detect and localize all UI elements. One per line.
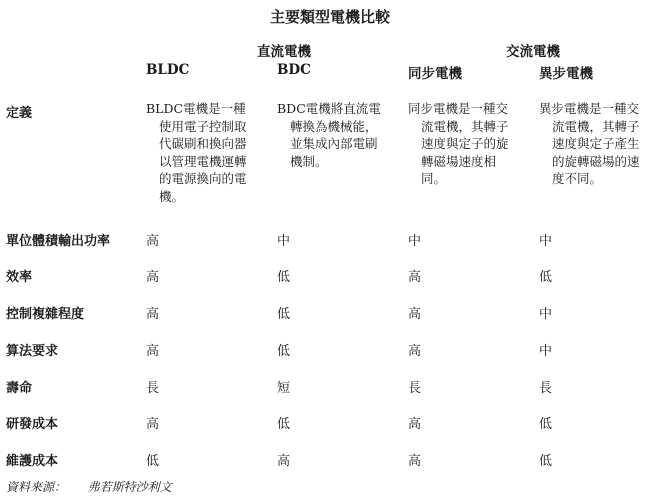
row-label: 維護成本	[6, 454, 59, 469]
table-cell: 高	[146, 307, 160, 322]
table-cell: 長	[408, 381, 422, 396]
table-cell: 高	[146, 344, 160, 359]
table-cell: 中	[408, 234, 422, 249]
row-label: 控制複雜程度	[6, 307, 85, 322]
table-cell: 短	[277, 381, 291, 396]
row-label: 研發成本	[6, 417, 59, 432]
table-cell: 中	[277, 234, 291, 249]
definition-line: 使用電子控制取	[159, 118, 247, 134]
column-header-bldc: BLDC	[146, 62, 190, 78]
definition-line: 度不同。	[552, 171, 603, 187]
definition-cell-bdc	[277, 100, 405, 170]
table-cell: 高	[146, 417, 160, 432]
table-cell: 長	[146, 381, 160, 396]
table-cell: 低	[277, 270, 291, 285]
definition-line: 轉換為機械能，	[290, 118, 378, 134]
definition-line: 流電機，其轉子	[552, 118, 640, 134]
table-cell: 低	[539, 270, 553, 285]
definition-line: 代碳刷和換向器	[159, 136, 247, 152]
column-header-sync: 同步電機	[408, 66, 462, 82]
definition-line: 機。	[159, 188, 185, 204]
table-cell: 低	[277, 307, 291, 322]
row-label-definition: 定義	[6, 106, 33, 121]
row-label: 壽命	[6, 381, 33, 396]
definition-line: 以管理電機運轉	[159, 153, 247, 169]
definition-line: 機制。	[290, 153, 328, 169]
definition-line: 異步電機是一種交	[539, 101, 640, 116]
definition-line: BLDC電機是一種	[146, 101, 246, 116]
group-header-ac: 交流電機	[506, 44, 560, 60]
table-cell: 低	[277, 344, 291, 359]
source-note	[6, 478, 172, 495]
table-cell: 高	[277, 454, 291, 469]
table-cell: 低	[146, 454, 160, 469]
definition-cell-sync	[408, 100, 536, 188]
definition-line: 轉磁場速度相	[421, 153, 497, 169]
definition-line: 同。	[421, 171, 447, 187]
table-cell: 高	[408, 344, 422, 359]
definition-line: BDC電機將直流電	[277, 101, 381, 116]
table-cell: 高	[408, 307, 422, 322]
group-header-dc: 直流電機	[257, 44, 311, 60]
column-header-async: 異步電機	[539, 66, 593, 82]
definition-line: 的旋轉磁場的速	[552, 153, 640, 169]
row-label: 算法要求	[6, 344, 59, 359]
table-cell: 中	[539, 344, 553, 359]
table-cell: 低	[277, 417, 291, 432]
definition-cell-bldc	[146, 100, 272, 206]
row-label: 單位體積輸出功率	[6, 234, 111, 249]
table-cell: 高	[146, 270, 160, 285]
definition-line: 速度與定子產生	[552, 136, 640, 152]
table-title: 主要類型電機比較	[269, 8, 390, 26]
definition-line: 並集成內部電刷	[290, 136, 378, 152]
column-header-bdc: BDC	[277, 62, 311, 78]
table-cell: 低	[539, 417, 553, 432]
definition-line: 的電源換向的電	[159, 171, 247, 187]
definition-cell-async	[539, 100, 657, 188]
definition-line: 同步電機是一種交	[408, 101, 509, 116]
table-cell: 中	[539, 234, 553, 249]
definition-line: 速度與定子的旋	[421, 136, 509, 152]
table-cell: 高	[408, 454, 422, 469]
table-cell: 低	[539, 454, 553, 469]
table-cell: 高	[408, 417, 422, 432]
table-cell: 高	[146, 234, 160, 249]
table-cell: 中	[539, 307, 553, 322]
table-cell: 高	[408, 270, 422, 285]
source-label: 資料來源：	[6, 480, 67, 494]
definition-line: 流電機，其轉子	[421, 118, 509, 134]
table-cell: 長	[539, 381, 553, 396]
source-value: 弗若斯特沙利文	[87, 480, 172, 494]
row-label: 效率	[6, 270, 33, 285]
